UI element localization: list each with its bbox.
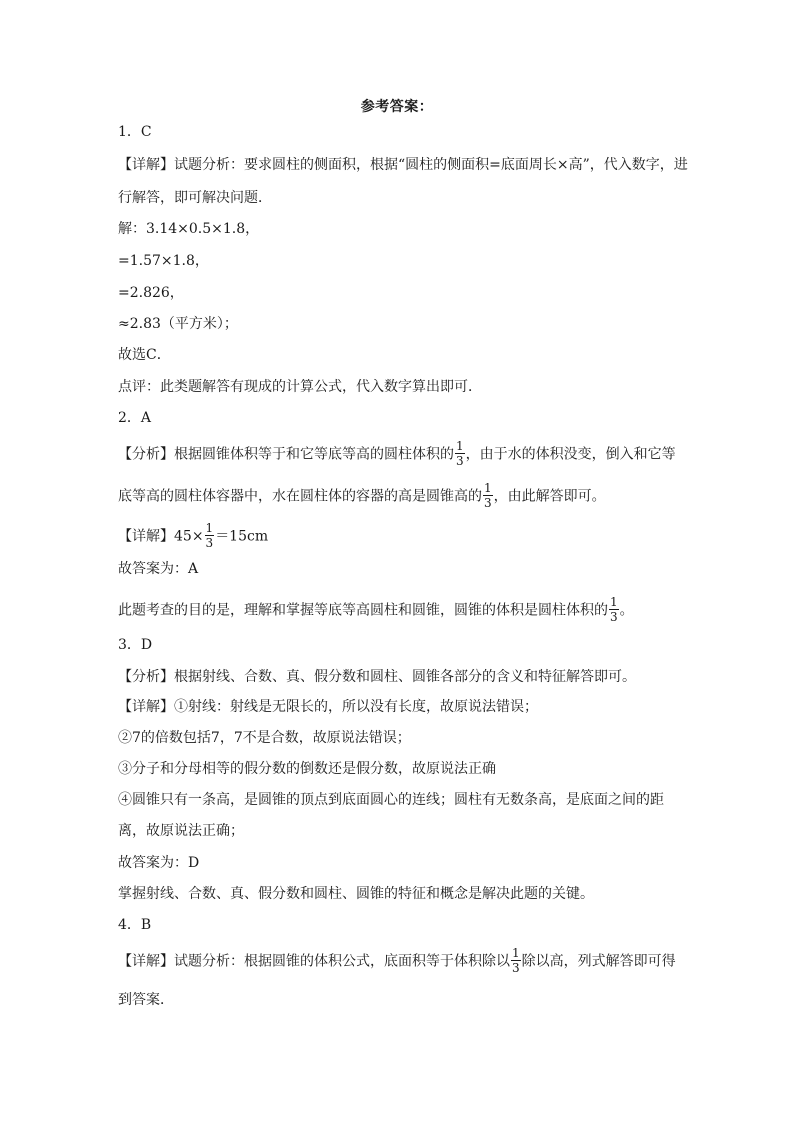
answer-4-detail-line2: 到答案． (118, 992, 174, 1008)
answer-1-detail-line2: 行解答，即可解决问题． (118, 190, 272, 206)
answer-2-number: 2．A (118, 410, 152, 426)
answer-1-comment: 点评：此类题解答有现成的计算公式，代入数字算出即可． (118, 379, 482, 395)
page-title: 参考答案： (360, 99, 434, 115)
answer-1-step4: ≈2.83（平方米）； (118, 316, 238, 332)
answer-2-summary: 此题考查的目的是，理解和掌握等底等高圆柱和圆锥，圆锥的体积是圆柱体积的 $\frac{1}{3}$ 。 (118, 595, 634, 624)
answer-3-result: 故答案为：D (118, 855, 200, 871)
answer-4-number: 4．B (118, 917, 152, 933)
answer-3-detail-2: ②7的倍数包括7，7不是合数，故原说法错误； (118, 730, 411, 746)
answer-1-detail-line1: 【详解】试题分析：要求圆柱的侧面积，根据“圆柱的侧面积=底面周长×高”，代入数字，进 (118, 157, 688, 173)
answer-3-detail-3: ③分子和分母相等的假分数的倒数还是假分数，故原说法正确 (118, 761, 496, 777)
answer-2-analysis-line2: 底等高的圆柱体容器中，水在圆柱体的容器的高是圆锥高的 $\frac{1}{3}$ ，由此解答即可。 (118, 481, 606, 510)
answer-1-step3: =2.826， (118, 285, 184, 301)
fraction-one-third: $\frac{1}{3}$ (610, 595, 618, 624)
answer-1-step2: =1.57×1.8， (118, 253, 209, 269)
answer-3-detail-4-line2: 离，故原说法正确； (118, 823, 244, 839)
answer-1-choice: 故选C． (118, 347, 171, 363)
answer-4-detail-line1: 【详解】试题分析：根据圆锥的体积公式，底面积等于体积除以 $\frac{1}{3}$ 除以高，列式解答即可得 (118, 946, 676, 975)
answer-3-analysis: 【分析】根据射线、合数、真、假分数和圆柱、圆锥各部分的含义和特征解答即可。 (118, 669, 636, 685)
answer-3-number: 3．D (118, 637, 153, 653)
fraction-one-third: $\frac{1}{3}$ (456, 439, 464, 468)
answer-1-number: 1．C (118, 124, 152, 140)
answer-3-detail-4-line1: ④圆锥只有一条高，是圆锥的顶点到底面圆心的连线；圆柱有无数条高，是底面之间的距 (118, 792, 664, 808)
answer-2-detail: 【详解】45× $\frac{1}{3}$ ＝15cm (118, 521, 269, 550)
fraction-one-third: $\frac{1}{3}$ (205, 521, 214, 550)
answer-2-analysis-line1: 【分析】根据圆锥体积等于和它等底等高的圆柱体积的 $\frac{1}{3}$ ，由于水的体积没变，倒入和它等 (118, 439, 676, 468)
fraction-one-third: $\frac{1}{3}$ (512, 946, 520, 975)
answer-2-result: 故答案为：A (118, 561, 199, 577)
answer-1-step1: 解：3.14×0.5×1.8， (118, 221, 260, 237)
answer-3-summary: 掌握射线、合数、真、假分数和圆柱、圆锥的特征和概念是解决此题的关键。 (118, 886, 594, 902)
answer-3-detail-1: 【详解】①射线：射线是无限长的，所以没有长度，故原说法错误； (118, 699, 538, 715)
fraction-one-third: $\frac{1}{3}$ (484, 481, 492, 510)
